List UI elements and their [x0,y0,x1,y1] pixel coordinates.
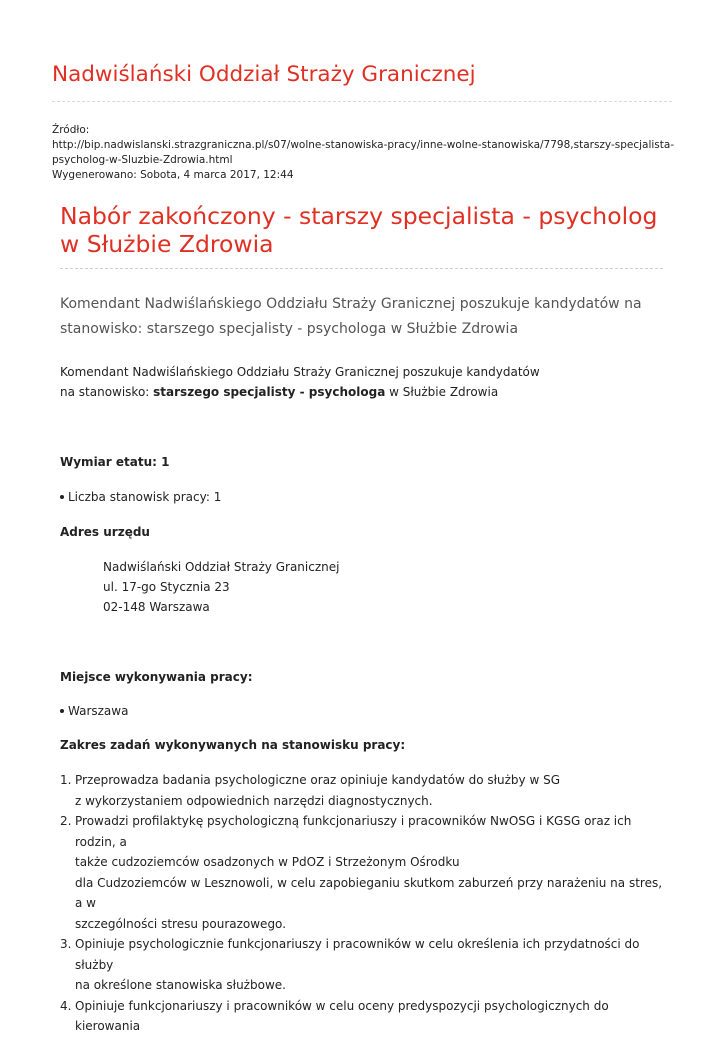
place-text: Warszawa [68,704,129,718]
lead-line-1: Komendant Nadwiślańskiego Oddziału Straży Granicznej poszukuje kandydatów na [60,296,642,312]
document-meta [52,123,677,183]
list-line: dla Cudzoziemców w Lesznowoli, w celu zapobieganiu skutkom zaburzeń przy narażeniu na stres, a w [75,875,663,910]
list-line: Opiniuje psychologicznie funkcjonariuszy i pracowników w celu określenia ich przydatności do służby [75,937,640,972]
tasks-list [60,770,670,1037]
intro-line-2-post: w Służbie Zdrowia [385,385,499,399]
intro-paragraph [60,362,660,402]
list-number: 1. [60,773,72,787]
list-item [60,811,670,934]
list-line: na określone stanowiska służbowe. [75,978,286,992]
place-heading: Miejsce wykonywania pracy: [60,670,253,684]
place-bullet [60,704,128,718]
address-line: ul. 17-go Stycznia 23 [103,580,230,594]
source-label: Źródło: [52,124,90,136]
address-line: 02-148 Warszawa [103,600,210,614]
list-item [60,770,670,811]
office-address [103,557,339,617]
lead-paragraph [60,292,660,342]
list-item [60,934,670,996]
list-line: Przeprowadza badania psychologiczne oraz opiniuje kandydatów do służby w SG [75,773,561,787]
tasks-heading: Zakres zadań wykonywanych na stanowisku pracy: [60,738,406,752]
list-line: Opiniuje funkcjonariuszy i pracowników w celu oceny predyspozycji psychologicznych do kierowania [75,998,609,1033]
list-line: z wykorzystaniem odpowiednich narzędzi diagnostycznych. [75,793,433,808]
list-line: Prowadzi profilaktykę psychologiczną funkcjonariuszy i pracowników NwOSG i KGSG oraz ich rodzin, a [75,814,632,849]
source-url-line-1: http://bip.nadwislanski.strazgraniczna.pl/s07/wolne-stanowiska-pracy/inne-wolne-stanowiska/7798,starszy-specjalista- [52,139,675,151]
site-title: Nadwiślański Oddział Straży Granicznej [52,62,476,87]
intro-position-name: starszego specjalisty - psychologa [153,385,386,399]
list-line: także cudzoziemców osadzonych w PdOZ i Strzeżonym Ośrodku [75,855,460,869]
header-divider [52,101,672,102]
address-heading: Adres urzędu [60,525,150,539]
list-line: szczególności stresu pourazowego. [75,916,287,931]
source-url-line-2: psycholog-w-Sluzbie-Zdrowia.html [52,154,233,166]
positions-bullet [60,490,221,504]
page-title-line-1: Nabór zakończony - starszy specjalista - psycholog [60,202,658,230]
etat-heading: Wymiar etatu: 1 [60,455,170,469]
title-divider [60,268,663,269]
list-number: 2. [60,814,72,828]
list-number: 3. [60,937,72,951]
positions-text: Liczba stanowisk pracy: 1 [68,490,222,504]
list-item [60,996,670,1037]
list-number: 4. [60,998,72,1013]
bullet-icon [60,709,64,713]
bullet-icon [60,495,64,499]
page-title [60,202,670,258]
generated-date: Wygenerowano: Sobota, 4 marca 2017, 12:44 [52,169,294,181]
intro-line-1: Komendant Nadwiślańskiego Oddziału Straży Granicznej poszukuje kandydatów [60,365,540,379]
address-line: Nadwiślański Oddział Straży Granicznej [103,560,340,574]
lead-line-2: stanowisko: starszego specjalisty - psychologa w Służbie Zdrowia [60,321,519,337]
page-title-line-2: w Służbie Zdrowia [60,230,274,258]
intro-line-2-pre: na stanowisko: [60,385,154,399]
